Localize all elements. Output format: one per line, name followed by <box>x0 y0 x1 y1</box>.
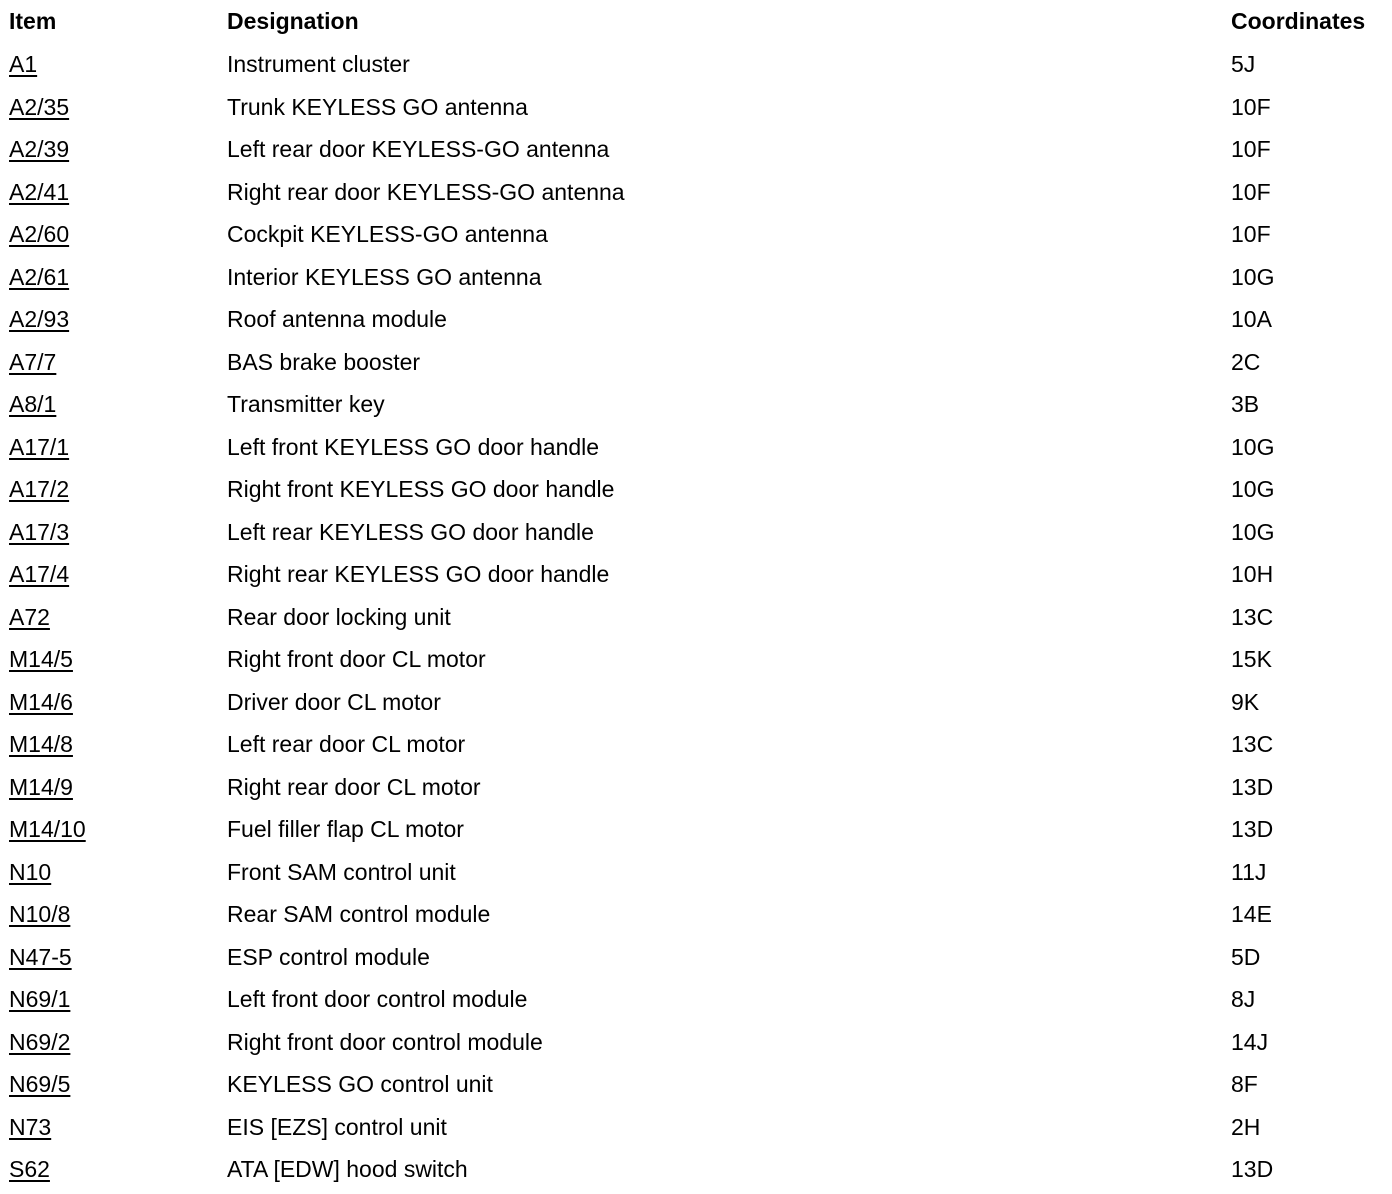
header-coordinates: Coordinates <box>1231 8 1366 34</box>
designation-cell: Right rear KEYLESS GO door handle <box>227 561 610 587</box>
coordinates-cell: 13C <box>1231 603 1274 630</box>
table-row <box>9 596 1392 639</box>
item-cell <box>9 808 227 851</box>
item-cell <box>9 893 227 936</box>
item-link[interactable]: M14/6 <box>9 688 73 715</box>
designation-cell: Left front door control module <box>227 986 528 1012</box>
table-row <box>9 426 1392 469</box>
item-cell <box>9 298 227 341</box>
item-link[interactable]: A2/60 <box>9 221 70 247</box>
item-link[interactable]: A2/93 <box>9 306 70 332</box>
designation-cell: EIS [EZS] control unit <box>227 1113 447 1140</box>
item-cell <box>9 638 227 681</box>
item-link[interactable]: M14/5 <box>9 646 73 672</box>
header-item: Item <box>9 8 57 34</box>
item-link[interactable]: M14/10 <box>9 816 86 842</box>
item-link[interactable]: A72 <box>9 603 50 630</box>
designation-cell: Right front KEYLESS GO door handle <box>227 476 615 502</box>
item-cell <box>9 553 227 596</box>
designation-cell: ATA [EDW] hood switch <box>227 1156 468 1182</box>
designation-cell: Left front KEYLESS GO door handle <box>227 433 600 460</box>
coordinates-cell: 5J <box>1231 51 1256 77</box>
item-cell <box>9 468 227 511</box>
table-row <box>9 298 1392 341</box>
item-cell <box>9 256 227 299</box>
designation-cell: Right front door CL motor <box>227 646 486 672</box>
coordinates-cell: 10G <box>1231 518 1275 545</box>
table-row <box>9 43 1392 86</box>
item-link[interactable]: A8/1 <box>9 391 57 417</box>
coordinates-cell: 10A <box>1231 306 1272 332</box>
item-cell <box>9 128 227 171</box>
item-link[interactable]: A2/39 <box>9 136 70 162</box>
coordinates-cell: 13C <box>1231 731 1274 757</box>
designation-cell: Rear door locking unit <box>227 603 451 630</box>
table-header <box>9 0 1392 43</box>
item-cell <box>9 766 227 809</box>
designation-cell: KEYLESS GO control unit <box>227 1071 493 1097</box>
designation-cell: ESP control module <box>227 943 430 970</box>
item-link[interactable]: A7/7 <box>9 348 57 375</box>
item-cell <box>9 1148 227 1191</box>
item-link[interactable]: A17/3 <box>9 518 70 545</box>
coordinates-cell: 10F <box>1231 136 1271 162</box>
table-row <box>9 256 1392 299</box>
table-row <box>9 341 1392 384</box>
header-row <box>9 0 1392 43</box>
item-cell <box>9 1021 227 1064</box>
coordinates-cell: 11J <box>1231 858 1267 885</box>
item-link[interactable]: N73 <box>9 1113 52 1140</box>
coordinates-cell: 9K <box>1231 688 1260 715</box>
table-row <box>9 681 1392 724</box>
table-row <box>9 1063 1392 1106</box>
coordinates-cell: 10F <box>1231 93 1271 120</box>
coordinates-cell: 8J <box>1231 986 1256 1012</box>
coordinates-cell: 3B <box>1231 391 1260 417</box>
coordinates-cell: 13D <box>1231 816 1274 842</box>
table-row <box>9 936 1392 979</box>
coordinates-cell: 10G <box>1231 476 1275 502</box>
item-cell <box>9 1063 227 1106</box>
item-link[interactable]: A17/2 <box>9 476 70 502</box>
item-link[interactable]: N69/1 <box>9 986 71 1012</box>
table-row <box>9 723 1392 766</box>
designation-cell: Right rear door KEYLESS-GO antenna <box>227 178 625 205</box>
designation-cell: Transmitter key <box>227 391 385 417</box>
table-row <box>9 893 1392 936</box>
coordinates-cell: 10G <box>1231 433 1275 460</box>
table-row <box>9 978 1392 1021</box>
coordinates-cell: 14E <box>1231 901 1272 927</box>
item-link[interactable]: N69/2 <box>9 1028 71 1055</box>
item-cell <box>9 851 227 894</box>
coordinates-cell: 14J <box>1231 1028 1269 1055</box>
designation-cell: Left rear KEYLESS GO door handle <box>227 518 594 545</box>
item-cell <box>9 341 227 384</box>
item-link[interactable]: N10/8 <box>9 901 71 927</box>
table-row <box>9 213 1392 256</box>
designation-cell: Fuel filler flap CL motor <box>227 816 464 842</box>
table-row <box>9 638 1392 681</box>
coordinates-cell: 10F <box>1231 178 1271 205</box>
designation-cell: BAS brake booster <box>227 348 421 375</box>
item-cell <box>9 511 227 554</box>
designation-cell: Cockpit KEYLESS-GO antenna <box>227 221 548 247</box>
item-cell <box>9 936 227 979</box>
item-link[interactable]: M14/8 <box>9 731 73 757</box>
item-link[interactable]: M14/9 <box>9 773 73 800</box>
table-row <box>9 1148 1392 1191</box>
coordinates-cell: 15K <box>1231 646 1272 672</box>
designation-cell: Interior KEYLESS GO antenna <box>227 263 542 290</box>
item-link[interactable]: A2/35 <box>9 93 70 120</box>
coordinates-cell: 2H <box>1231 1113 1261 1140</box>
table-row <box>9 1106 1392 1149</box>
designation-cell: Left rear door KEYLESS-GO antenna <box>227 136 610 162</box>
item-cell <box>9 978 227 1021</box>
table-body <box>9 43 1392 1191</box>
item-link[interactable]: N10 <box>9 858 52 885</box>
designation-cell: Front SAM control unit <box>227 858 456 885</box>
designation-cell: Rear SAM control module <box>227 901 491 927</box>
table-row <box>9 851 1392 894</box>
item-link[interactable]: S62 <box>9 1156 50 1182</box>
header-designation: Designation <box>227 8 359 34</box>
coordinates-cell: 10F <box>1231 221 1271 247</box>
table-row <box>9 128 1392 171</box>
item-cell <box>9 1106 227 1149</box>
designation-cell: Trunk KEYLESS GO antenna <box>227 93 528 120</box>
item-cell <box>9 171 227 214</box>
coordinates-cell: 8F <box>1231 1071 1258 1097</box>
coordinates-cell: 10G <box>1231 263 1275 290</box>
designation-cell: Driver door CL motor <box>227 688 441 715</box>
table-row <box>9 86 1392 129</box>
table-row <box>9 383 1392 426</box>
item-cell <box>9 681 227 724</box>
item-link[interactable]: A17/1 <box>9 433 70 460</box>
table-row <box>9 468 1392 511</box>
item-cell <box>9 596 227 639</box>
item-link[interactable]: A1 <box>9 51 38 77</box>
item-link[interactable]: A2/61 <box>9 263 70 290</box>
coordinates-cell: 13D <box>1231 1156 1274 1182</box>
designation-cell: Left rear door CL motor <box>227 731 466 757</box>
component-table <box>9 0 1392 1191</box>
table-row <box>9 766 1392 809</box>
item-cell <box>9 426 227 469</box>
coordinates-cell: 2C <box>1231 348 1261 375</box>
item-cell <box>9 383 227 426</box>
coordinates-cell: 10H <box>1231 561 1274 587</box>
item-link[interactable]: A17/4 <box>9 561 70 587</box>
item-link[interactable]: N69/5 <box>9 1071 71 1097</box>
designation-cell: Right front door control module <box>227 1028 543 1055</box>
designation-cell: Right rear door CL motor <box>227 773 481 800</box>
item-cell <box>9 213 227 256</box>
table-row <box>9 553 1392 596</box>
table-row <box>9 808 1392 851</box>
item-link[interactable]: N47-5 <box>9 943 72 970</box>
designation-cell: Roof antenna module <box>227 306 447 332</box>
designation-cell: Instrument cluster <box>227 51 410 77</box>
table-row <box>9 1021 1392 1064</box>
coordinates-cell: 5D <box>1231 943 1261 970</box>
table-row <box>9 171 1392 214</box>
item-cell <box>9 723 227 766</box>
item-cell <box>9 43 227 86</box>
coordinates-cell: 13D <box>1231 773 1274 800</box>
item-cell <box>9 86 227 129</box>
item-link[interactable]: A2/41 <box>9 178 70 205</box>
table-row <box>9 511 1392 554</box>
